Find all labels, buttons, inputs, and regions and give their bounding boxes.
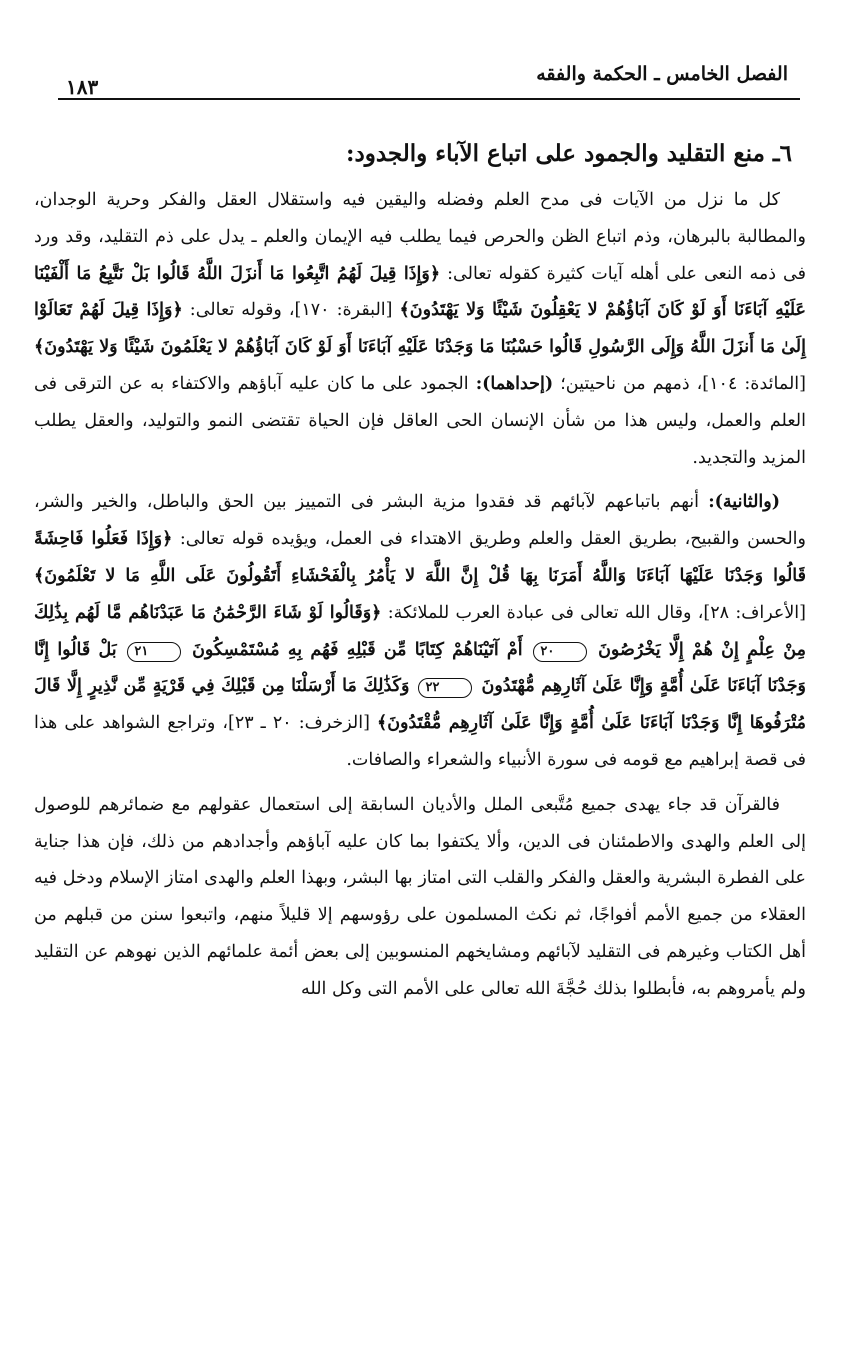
- verse-ref-4: [الزخرف: ٢٠ ـ ٢٣]، وتراجع الشواهد على هذا فى قصة إبراهيم مع قومه فى سورة الأنبياء والشعراء والصافات.: [34, 713, 806, 770]
- ayah-number-marker: ٢١: [127, 642, 181, 662]
- ayah-number-marker: ٢٢: [418, 678, 472, 698]
- verse-ref-1: [البقرة: ١٧٠]، وقوله تعالى:: [189, 300, 393, 321]
- quran-verse-4c: بَلْ قَالُوا إِنَّا وَجَدْنَا آبَاءَنَا عَلَىٰ أُمَّةٍ وَإِنَّا عَلَىٰ آثَارِهِم مُّهْتَدُونَ: [34, 639, 806, 697]
- verse-ref-3: [الأعراف: ٢٨]، وقال الله تعالى فى عبادة العرب للملائكة:: [387, 602, 806, 623]
- paragraph-1: [34, 182, 806, 476]
- page-number: ١٨٣: [66, 75, 99, 99]
- para1-intro: كل ما نزل من الآيات فى مدح العلم وفضله واليقين فيه واستقلال العقل والفكر وحرية الوجدان، والمطالبة بالبرهان، وذم اتباع الظن والحرص فيما يطلب فيه الإيمان والعلم ـ يدل على ذم التقليد، وقد ورد فى ذمه النعى على أهله آيات كثيرة كقوله تعالى:: [34, 190, 806, 284]
- body-text: [34, 182, 806, 1008]
- para3-text: فالقرآن قد جاء يهدى جميع مُتَّبعى الملل والأديان السابقة إلى استعمال عقولهم مع ضمائرهم للوصول إلى العلم والهدى والاطمئنان فى الدين، وألا يكتفوا بما كان عليه آباؤهم وأجدادهم من ذلك، فإن هذا جناية على الفطرة البشرية والعقل والفكر والقلب التى امتاز بها البشر، وبهذا العلم والهدى امتاز الإسلام ودخل فيه العقلاء من جميع الأمم أفواجًا، ثم نكث المسلمون على رؤوسهم إلا قليلاً منهم، واتبعوا سنن من قبلهم من أهل الكتاب وغيرهم فى التقليد لآبائهم ومشايخهم المنسوبين إلى بعض أئمة علمائهم الذين نهوهم عن التقليد ولم يأمروهم به، فأبطلوا بذلك حُجَّةَ الله تعالى على الأمم التى وكل الله: [34, 794, 806, 999]
- quran-verse-2: ﴿وَإِذَا قِيلَ لَهُمْ تَعَالَوْا إِلَىٰ مَا أَنزَلَ اللَّهُ وَإِلَى الرَّسُولِ قَالُوا حَسْبُنَا مَا وَجَدْنَا عَلَيْهِ آبَاءَنَا أَوَ لَوْ كَانَ آبَاؤُهُمْ لا يَعْلَمُونَ شَيْئًا وَلا يَهْتَدُونَ﴾: [34, 300, 806, 358]
- para2-text: أنهم باتباعهم لآبائهم قد فقدوا مزية البشر فى التمييز بين الحق والباطل، والخير والشر، والحسن والقبيح، بطريق العقل والعلم وطريق الاهتداء فى العمل، ويؤيده قوله تعالى:: [34, 492, 806, 550]
- ayah-number-marker: ٢٠: [533, 642, 587, 662]
- quran-verse-3: ﴿وَإِذَا فَعَلُوا فَاحِشَةً قَالُوا وَجَدْنَا عَلَيْهَا آبَاءَنَا وَاللَّهُ أَمَرَنَا بِهَا قُلْ إِنَّ اللَّهَ لا يَأْمُرُ بِالْفَحْشَاءِ أَتَقُولُونَ عَلَى اللَّهِ مَا لا تَعْلَمُونَ﴾: [34, 529, 806, 586]
- quran-verse-4a: ﴿وَقَالُوا لَوْ شَاءَ الرَّحْمَٰنُ مَا عَبَدْنَاهُم مَّا لَهُم بِذَٰلِكَ مِنْ عِلْمٍ إِنْ هُمْ إِلَّا يَخْرُصُونَ: [34, 602, 806, 660]
- quran-verse-1: ﴿وَإِذَا قِيلَ لَهُمُ اتَّبِعُوا مَا أَنزَلَ اللَّهُ قَالُوا بَلْ نَتَّبِعُ مَا أَلْفَيْنَا عَلَيْهِ آبَاءَنَا أَوَ لَوْ كَانَ آبَاؤُهُمْ لا يَعْقِلُونَ شَيْئًا وَلا يَهْتَدُونَ﴾: [34, 263, 806, 321]
- running-title: الفصل الخامس ـ الحكمة والفقه: [536, 63, 788, 85]
- para1-rest: الجمود على ما كان عليه آباؤهم والاكتفاء به عن الترقى فى العلم والعمل، وليس هذا من شأن الإنسان الحى العاقل فإن الحياة تقتضى النمو والتوليد، والعقل يطلب المزيد والتجديد.: [34, 373, 806, 468]
- section-title: ٦ـ منع التقليد والجمود على اتباع الآباء والجدود:: [346, 140, 792, 167]
- quran-verse-4d: وَكَذَٰلِكَ مَا أَرْسَلْنَا مِن قَبْلِكَ فِي قَرْيَةٍ مِّن نَّذِيرٍ إِلَّا قَالَ مُتْرَفُوهَا إِنَّا وَجَدْنَا آبَاءَنَا عَلَىٰ أُمَّةٍ وَإِنَّا عَلَىٰ آثَارِهِم مُّقْتَدُونَ﴾: [34, 676, 806, 734]
- page-header: [58, 55, 800, 99]
- first-point-label: (إحداهما):: [475, 373, 554, 394]
- paragraph-3: [34, 787, 806, 1008]
- second-point-label: (والثانية):: [708, 492, 780, 513]
- verse-ref-2: [المائدة: ١٠٤]، ذمهم من ناحيتين؛: [560, 373, 806, 394]
- header-rule: [58, 98, 800, 100]
- paragraph-2: [34, 484, 806, 778]
- quran-verse-4b: أَمْ آتَيْنَاهُمْ كِتَابًا مِّن قَبْلِهِ فَهُم بِهِ مُسْتَمْسِكُونَ: [192, 639, 523, 660]
